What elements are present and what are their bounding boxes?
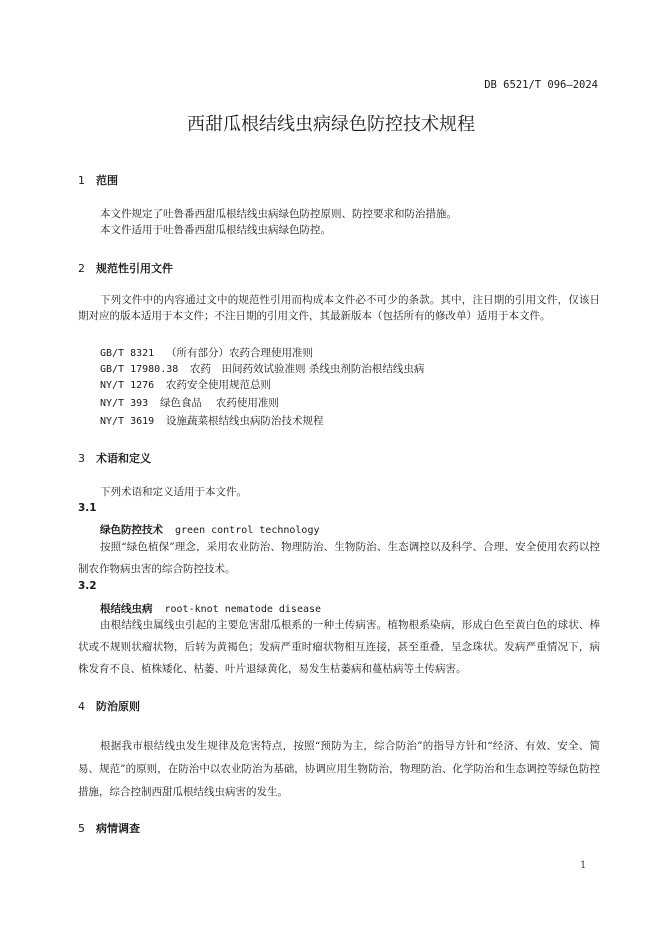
references-intro: 下列文件中的内容通过文中的规范性引用而构成本文件必不可少的条款。其中，注日期的引用文件，仅该日期对应的版本适用于本文件；不注日期的引用文件，其最新版本（包括所有的修改单）适用于本文件。 <box>78 294 600 322</box>
term-definition: 由根结线虫属线虫引起的主要危害甜瓜根系的一种土传病害。植物根系染病，形成白色至黄白色的球状、棒状或不规则状瘤状物，后转为黄褐色；发病严重时瘤状物相互连接，甚至重叠，呈念珠状。发病严重情况下，病株发育不良、植株矮化、枯萎、叶片退绿黄化，易发生枯萎病和蔓枯病等土传病害。 <box>78 619 600 675</box>
reference-title: 绿色食品 农药使用准则 <box>160 397 279 409</box>
reference-title: 农药安全使用规范总则 <box>166 379 271 391</box>
term-en: root-knot nematode disease <box>164 604 322 615</box>
page-number: 1 <box>580 860 587 871</box>
term-zh: 绿色防控技术 <box>100 524 163 536</box>
term-entry <box>100 518 320 537</box>
term-zh: 根结线虫病 <box>100 603 153 615</box>
term-definition: 按照“绿色植保”理念，采用农业防治、物理防治、生物防治、生态调控以及科学、合理、安全使用农药以控制农作物病虫害的综合防控技术。 <box>78 541 600 575</box>
section-1-heading <box>78 172 118 188</box>
section-title: 防治原则 <box>96 700 140 713</box>
section-number: 4 <box>78 700 85 713</box>
section-number: 1 <box>78 174 85 187</box>
reference-code: NY/T 393 <box>100 398 149 409</box>
reference-item <box>100 361 424 376</box>
section-3-heading <box>78 450 151 466</box>
reference-title: （所有部分）农药合理使用准则 <box>166 347 313 359</box>
reference-title: 农药 田间药效试验准则 杀线虫剂防治根结线虫病 <box>190 363 425 375</box>
terms-intro: 下列术语和定义适用于本文件。 <box>100 486 247 498</box>
clause-number: 3.1 <box>78 502 97 514</box>
section-2-heading <box>78 260 173 276</box>
section-title: 术语和定义 <box>96 452 151 465</box>
section-number: 3 <box>78 452 85 465</box>
section-number: 5 <box>78 822 85 835</box>
section-4-heading <box>78 698 140 714</box>
reference-code: NY/T 1276 <box>100 380 155 391</box>
section-5-heading <box>78 820 140 836</box>
reference-code: NY/T 3619 <box>100 416 155 427</box>
reference-code: GB/T 8321 <box>100 348 155 359</box>
reference-code: GB/T 17980.38 <box>100 364 179 375</box>
document-title: 西甜瓜根结线虫病绿色防控技术规程 <box>187 114 475 135</box>
reference-item <box>100 395 279 410</box>
document-code: DB 6521/T 096—2024 <box>484 79 598 91</box>
scope-line-2: 本文件适用于吐鲁番西甜瓜根结线虫病绿色防控。 <box>100 224 331 236</box>
reference-item <box>100 413 324 428</box>
clause-number: 3.2 <box>78 580 97 592</box>
scope-line-1: 本文件规定了吐鲁番西甜瓜根结线虫病绿色防控原则、防控要求和防治措施。 <box>100 208 457 220</box>
section-title: 范围 <box>96 174 118 187</box>
section-number: 2 <box>78 262 85 275</box>
reference-item <box>100 345 313 360</box>
reference-item <box>100 377 271 392</box>
principles-paragraph: 根据我市根结线虫发生规律及危害特点，按照“预防为主，综合防治”的指导方针和“经济、有效、安全、简易、规范”的原则，在防治中以农业防治为基础，协调应用生物防治，物理防治、化学防治和生态调控等绿色防控措施，综合控制西甜瓜根结线虫病害的发生。 <box>78 740 600 798</box>
reference-title: 设施蔬菜根结线虫病防治技术规程 <box>166 415 324 427</box>
section-title: 规范性引用文件 <box>96 262 173 275</box>
term-en: green control technology <box>175 525 320 536</box>
section-title: 病情调查 <box>96 822 140 835</box>
